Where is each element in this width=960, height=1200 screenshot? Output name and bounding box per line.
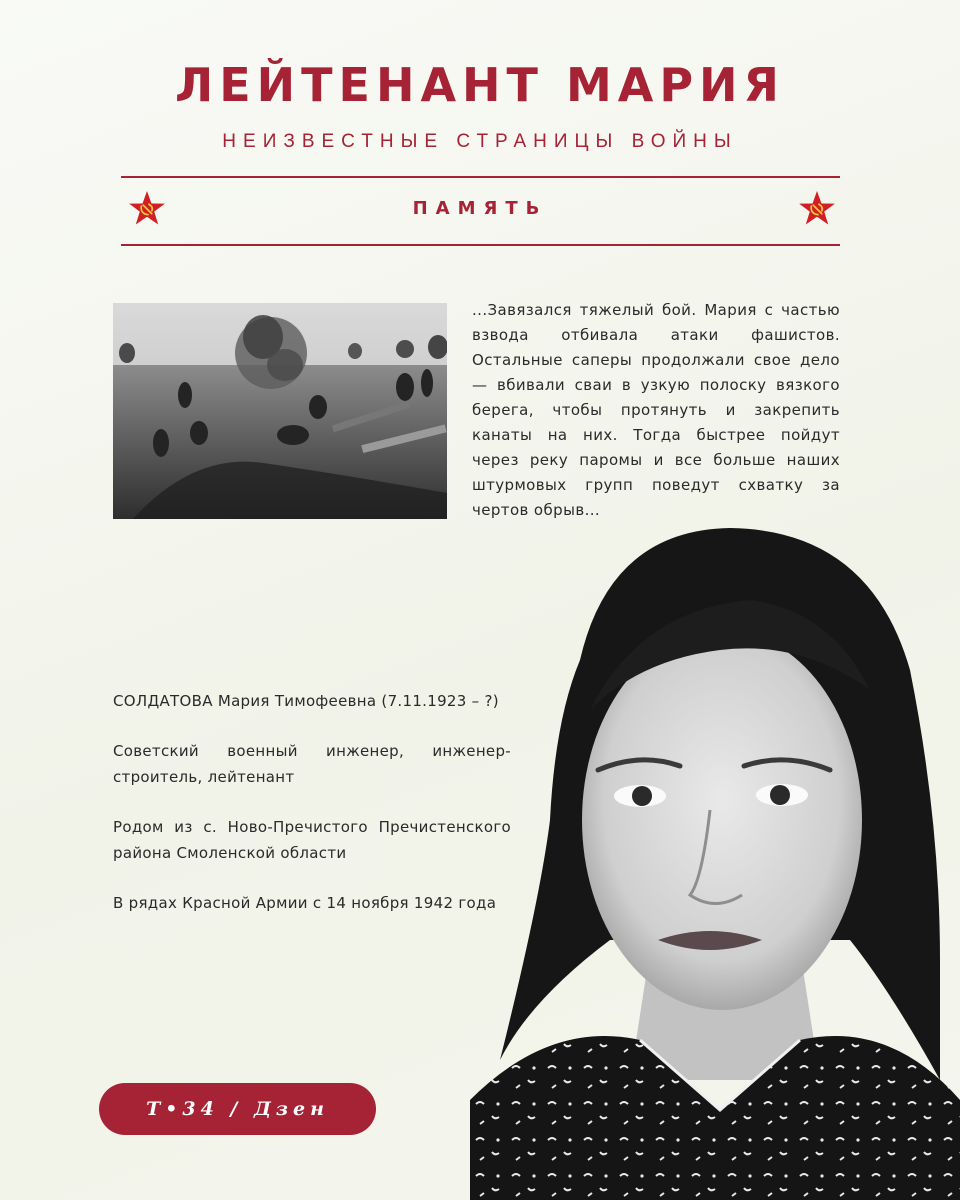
bio-service: В рядах Красной Армии с 14 ноября 1942 года (113, 894, 497, 912)
bio-role: Советский военный инженер, инженер-строитель, лейтенант (113, 742, 511, 786)
page-subtitle: НЕИЗВЕСТНЫЕ СТРАНИЦЫ ВОЙНЫ (222, 131, 738, 152)
section-label: ПАМЯТЬ (412, 198, 548, 219)
bio-origin: Родом из с. Ново-Пречистого Пречистенского района Смоленской области (113, 818, 511, 862)
battle-photo (113, 303, 447, 519)
bio-block (113, 688, 511, 940)
source-credit-badge (99, 1083, 376, 1135)
story-excerpt: ...Завязался тяжелый бой. Мария с частью взвода отбивала атаки фашистов. Остальные саперы продолжали свое дело — вбивали сваи в узкую полоску вязкого берега, чтобы протянуть и закрепить канаты на них. Тогда быстрее пойдут через реку паромы и все больше наших штурмовых групп поведут схватку за чертов обрыв... (472, 301, 840, 519)
top-divider (121, 176, 840, 178)
portrait-photo (470, 520, 960, 1200)
page-title: ЛЕЙТЕНАНТ МАРИЯ (175, 58, 785, 112)
bio-name: СОЛДАТОВА Мария Тимофеевна (7.11.1923 – ?) (113, 692, 499, 710)
source-credit-text: Т•34 / Дзен (146, 1098, 329, 1120)
soviet-star-icon (798, 190, 836, 228)
bottom-divider (121, 244, 840, 246)
